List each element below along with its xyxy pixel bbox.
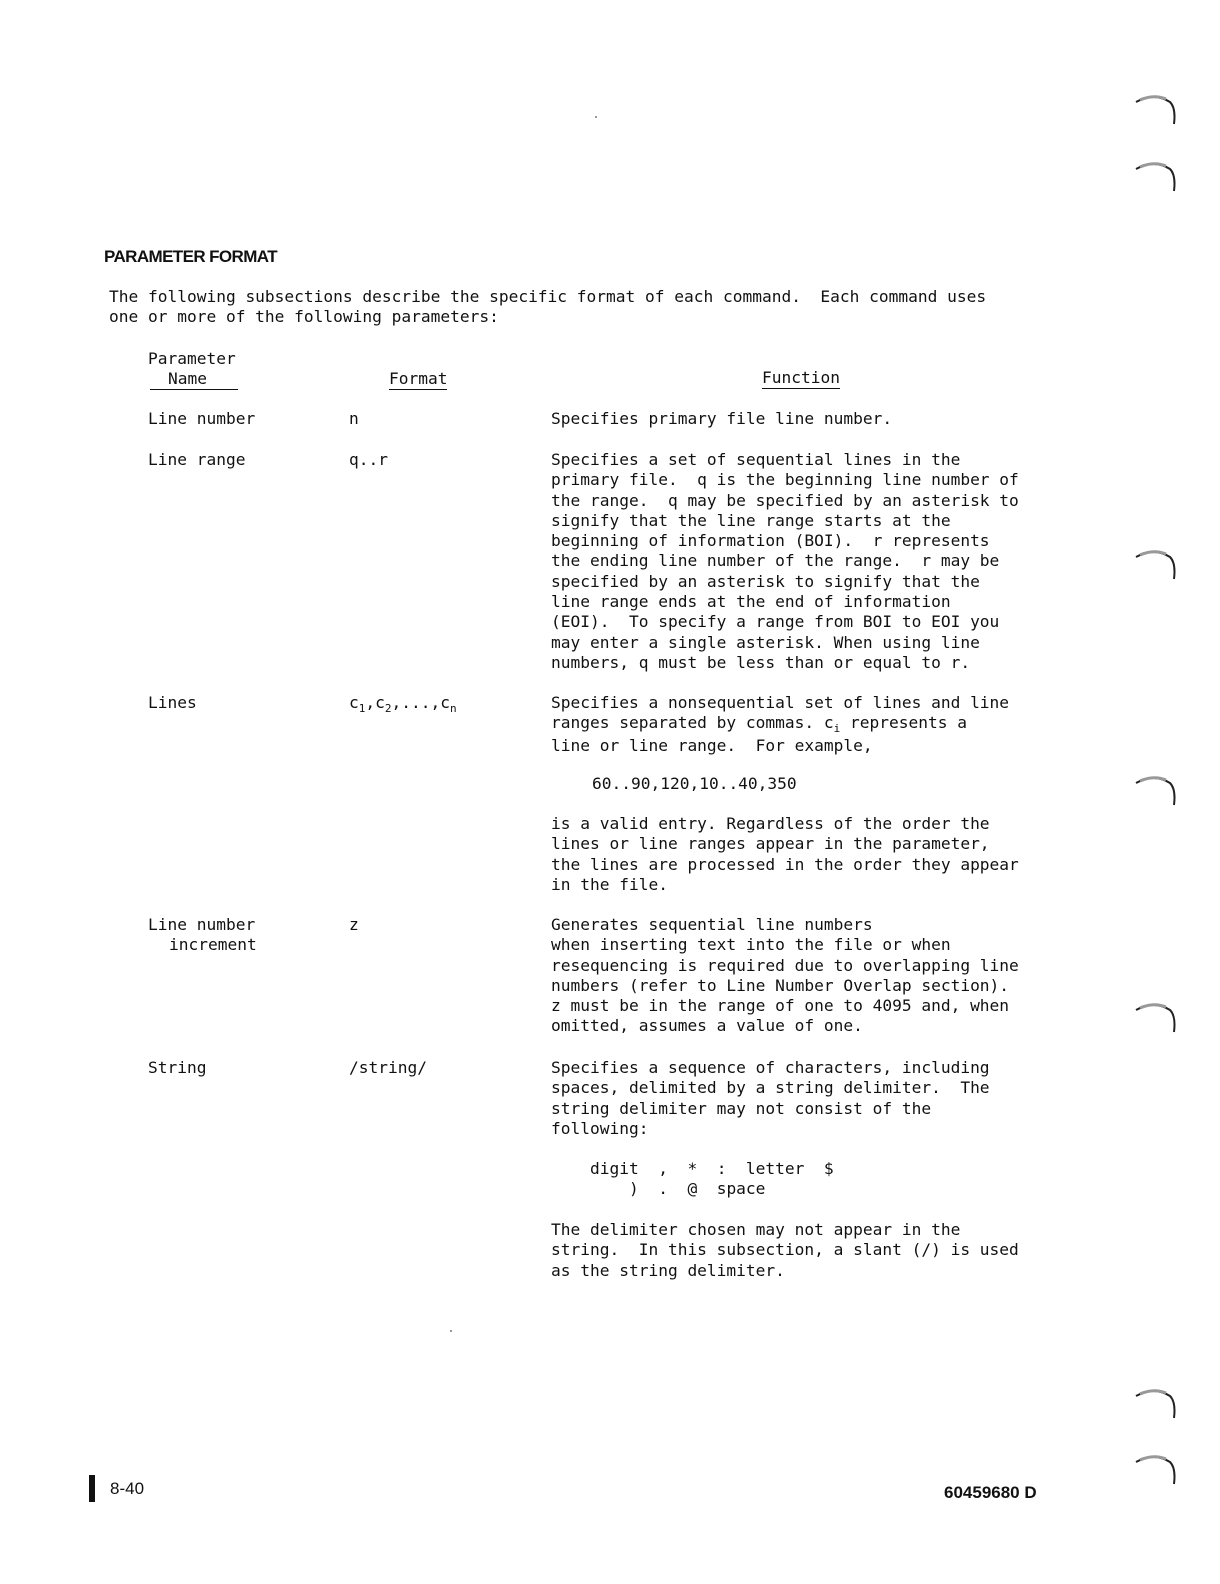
function-line: may enter a single asterisk. When using line: [551, 632, 980, 652]
delimiter-line: digit , * : letter $: [590, 1159, 834, 1178]
function-line: string. In this subsection, a slant (/) is used: [551, 1240, 1019, 1260]
function-line: when inserting text into the file or when: [551, 935, 951, 955]
param-function: [551, 915, 1019, 1037]
param-function: Specifies primary file line number.: [551, 409, 893, 428]
function-line: the range. q may be specified by an asterisk to: [551, 490, 1019, 510]
function-line: beginning of information (BOI). r represents: [551, 531, 990, 551]
function-line: as the string delimiter.: [551, 1260, 785, 1280]
function-line: Specifies a sequence of characters, including: [551, 1058, 990, 1077]
header-function: Function: [762, 368, 840, 389]
binder-hole-mark: [1134, 157, 1180, 195]
param-format: /string/: [349, 1058, 427, 1077]
function-line: following:: [551, 1118, 649, 1138]
intro-text: [109, 287, 986, 328]
header-parameter: Parameter: [148, 349, 236, 368]
intro-line: one or more of the following parameters:: [109, 307, 499, 327]
format-subscript: n: [449, 702, 457, 715]
scan-speck: [450, 1330, 452, 1332]
binder-hole-mark: [1134, 90, 1180, 128]
function-line: specified by an asterisk to signify that the: [551, 571, 980, 591]
function-line: in the file.: [551, 874, 668, 894]
format-subscript: 2: [384, 702, 392, 715]
param-function: [551, 1058, 990, 1139]
function-line: primary file. q is the beginning line number of: [551, 470, 1019, 490]
param-format: q..r: [349, 450, 388, 469]
function-line: the lines are processed in the order they appear: [551, 854, 1019, 874]
example-entry: 60..90,120,10..40,350: [592, 774, 797, 793]
param-name: String: [148, 1058, 207, 1077]
function-line: line or line range. For example,: [551, 735, 873, 755]
function-line: is a valid entry. Regardless of the order the: [551, 814, 990, 833]
document-number: 60459680 D: [944, 1483, 1037, 1502]
intro-line: The following subsections describe the specific format of each command. Each command uses: [109, 287, 987, 306]
function-line: z must be in the range of one to 4095 and, when: [551, 996, 1010, 1016]
binder-hole-mark: [1134, 1384, 1180, 1422]
scan-speck: [595, 116, 597, 118]
change-bar: [89, 1475, 95, 1502]
param-name: Lines: [148, 693, 197, 712]
function-line: numbers, q must be less than or equal to r.: [551, 652, 971, 672]
param-function: [551, 450, 1019, 673]
function-subscript: i: [833, 722, 841, 736]
section-title: PARAMETER FORMAT: [104, 247, 277, 266]
function-line: ranges separated by commas. c: [551, 713, 834, 733]
header-format: Format: [389, 369, 447, 390]
function-line: numbers (refer to Line Number Overlap section).: [551, 975, 1010, 995]
param-format: n: [349, 409, 359, 428]
function-line: The delimiter chosen may not appear in the: [551, 1220, 961, 1239]
param-name: Line number: [148, 409, 256, 428]
param-name: Line range: [148, 450, 246, 469]
format-part: c: [349, 693, 359, 712]
binder-hole-mark: [1134, 545, 1180, 583]
format-part: ,c: [365, 693, 385, 712]
function-line: omitted, assumes a value of one.: [551, 1016, 863, 1036]
format-part: ,...,c: [391, 693, 450, 712]
format-subscript: 1: [358, 702, 366, 715]
function-line: line range ends at the end of information: [551, 592, 951, 612]
function-line: Generates sequential line numbers: [551, 915, 873, 934]
function-line: spaces, delimited by a string delimiter. The: [551, 1078, 990, 1098]
param-format: z: [349, 915, 359, 934]
param-function-continued: [551, 814, 1019, 895]
function-line: string delimiter may not consist of the: [551, 1098, 932, 1118]
param-function: [551, 693, 1009, 756]
function-line: (EOI). To specify a range from BOI to EOI you: [551, 612, 1000, 632]
delimiter-line: ) . @ space: [590, 1179, 766, 1199]
param-format: [349, 693, 457, 715]
function-line: resequencing is required due to overlapping line: [551, 955, 1019, 975]
function-line: Specifies a nonsequential set of lines and line: [551, 693, 1010, 712]
function-line: the ending line number of the range. r may be: [551, 551, 1000, 571]
param-function-continued: [551, 1220, 1019, 1281]
function-line: represents a: [840, 713, 967, 733]
function-line: signify that the line range starts at the: [551, 510, 951, 530]
param-name-continued: increment: [169, 935, 257, 954]
param-name: Line number: [148, 915, 256, 934]
function-line: lines or line ranges appear in the parameter,: [551, 834, 990, 854]
header-name: Name: [150, 369, 238, 390]
function-line: Specifies a set of sequential lines in the: [551, 450, 961, 469]
binder-hole-mark: [1134, 771, 1180, 809]
binder-hole-mark: [1134, 1450, 1180, 1488]
page-number: 8-40: [110, 1479, 145, 1498]
delimiter-list: [590, 1159, 834, 1200]
binder-hole-mark: [1134, 998, 1180, 1036]
